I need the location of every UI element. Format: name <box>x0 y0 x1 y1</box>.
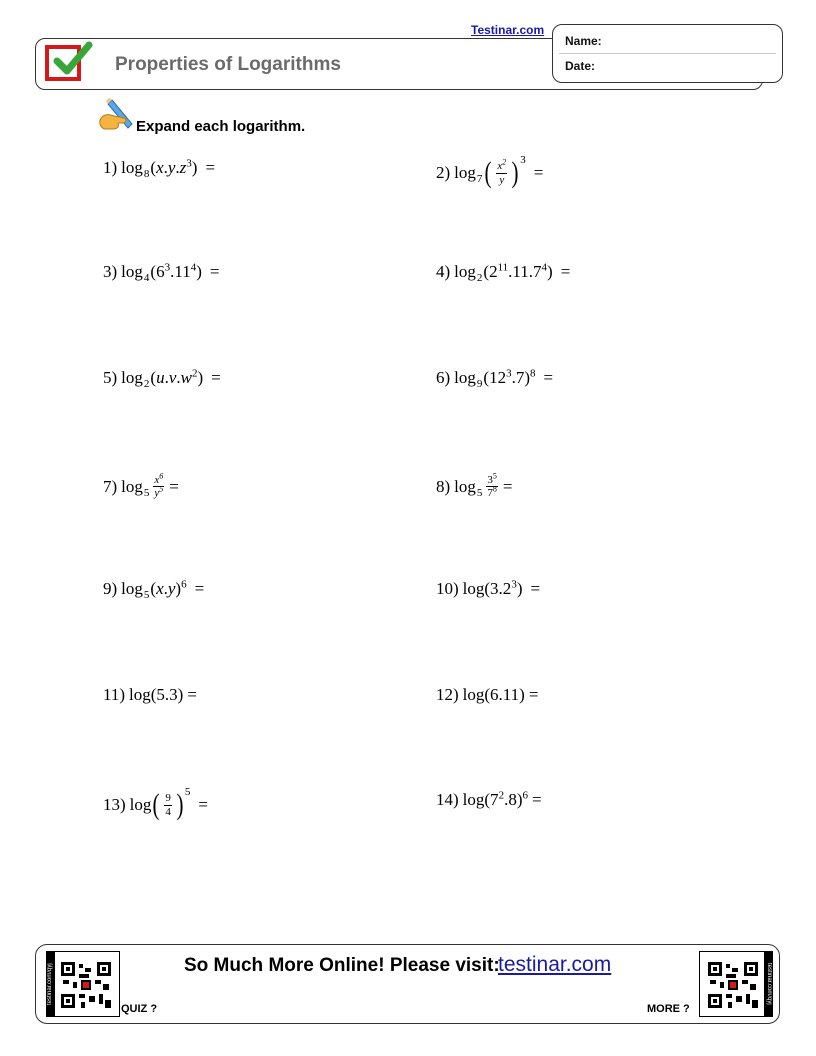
footer-banner <box>35 944 780 1024</box>
problem-10: 10) $\log(3.2^3)$ = <box>436 578 541 598</box>
problem-3: 3) $\log_4(6^3.11^4)$ = <box>103 261 220 284</box>
problem-12: 12) log(6.11) = <box>436 685 539 704</box>
problem-11: 11) log(5.3) = <box>103 685 197 704</box>
qr-code-icon <box>708 962 758 1008</box>
qr-code-quiz[interactable] <box>46 951 120 1017</box>
qr-caption: testinar.com/qyj <box>764 952 772 1016</box>
problem-number: 2) <box>436 163 451 182</box>
problem-number: 12) <box>436 685 459 704</box>
problem-number: 13) <box>103 795 126 814</box>
problem-number: 4) <box>436 262 451 281</box>
problem-4: 4) $\log_2(2^{11}.11.7^4)$ = <box>436 261 571 284</box>
name-date-box <box>552 24 783 83</box>
problem-13: 13) log ( $\frac{9}{4}$ ) 5 = <box>103 786 208 821</box>
problem-8: 8) $\log_5$ $\frac{3^5}{7^8}$ = <box>436 471 513 500</box>
footer-promo-text: So Much More Online! Please visit: <box>184 955 500 976</box>
problem-number: 9) <box>103 579 118 598</box>
qr-caption: testinar.com/qyj <box>47 952 55 1016</box>
problem-number: 3) <box>103 262 118 281</box>
problem-7: 7) $\log_5$ $\frac{x^6}{y^5}$ = <box>103 471 179 500</box>
problem-number: 5) <box>103 368 118 387</box>
problem-2: 2) $\log_7$ ( $\frac{x^2}{y}$ ) 3 = <box>436 154 544 189</box>
problem-5: 5) $\log_2(u.v.w^2)$ = <box>103 367 221 390</box>
instruction-text: Expand each logarithm. <box>136 118 306 135</box>
problem-14: 14) $\log(7^2.8)^6$ = <box>436 789 542 809</box>
problem-9: 9) $\log_5(x.y)^6$ = <box>103 578 205 601</box>
problem-number: 7) <box>103 476 118 496</box>
more-label: MORE ? <box>647 1003 690 1015</box>
problem-number: 14) <box>436 790 459 809</box>
date-label: Date: <box>565 59 596 73</box>
check-mark-icon <box>53 39 93 79</box>
problem-number: 8) <box>436 476 451 496</box>
page-title: Properties of Logarithms <box>115 54 341 75</box>
problem-number: 10) <box>436 579 459 598</box>
problem-1: 1) $\log_8(x.y.z^3)$ = <box>103 157 216 180</box>
quiz-label: QUIZ ? <box>121 1003 158 1015</box>
footer-link[interactable]: testinar.com <box>498 953 612 976</box>
divider <box>559 53 776 54</box>
problem-number: 6) <box>436 368 451 387</box>
site-link[interactable]: Testinar.com <box>471 23 545 37</box>
problem-6: 6) $\log_9(12^3.7)^8$ = <box>436 367 554 390</box>
qr-code-more[interactable] <box>699 951 773 1017</box>
pencil-hand-icon <box>98 96 138 134</box>
problem-number: 11) <box>103 685 126 704</box>
name-label: Name: <box>565 34 602 48</box>
problem-number: 1) <box>103 158 118 177</box>
qr-code-icon <box>61 962 111 1008</box>
checkbox-icon <box>45 45 81 81</box>
